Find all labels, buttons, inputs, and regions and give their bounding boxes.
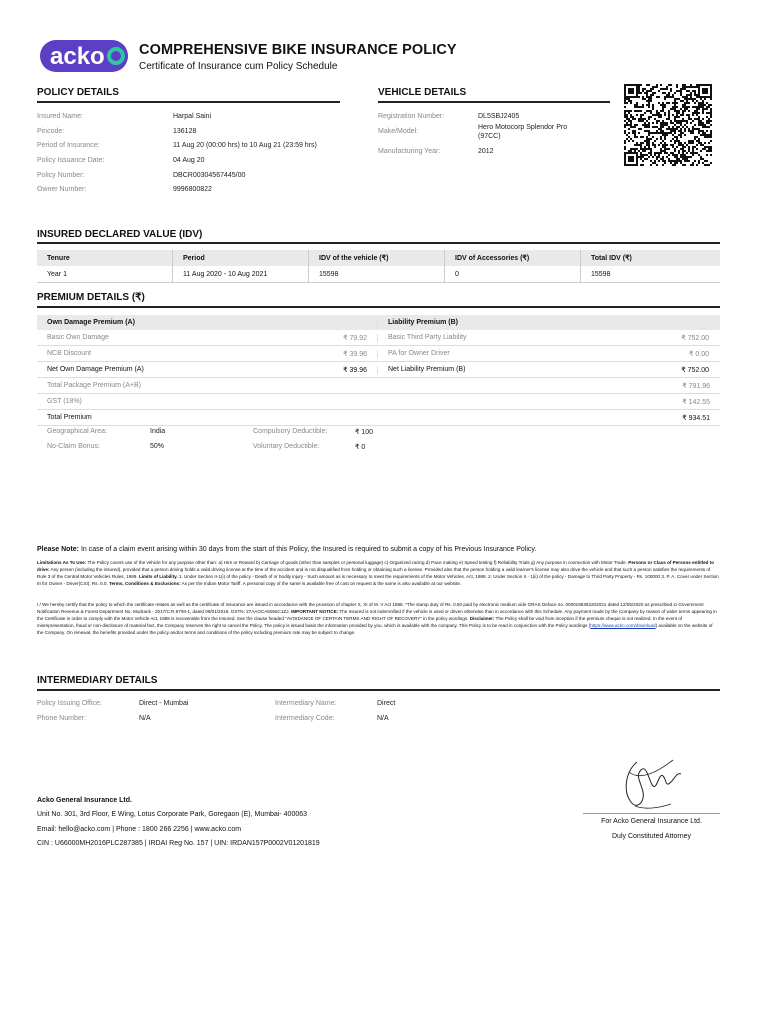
policy-detail-label: Policy Number: xyxy=(37,172,85,179)
voluntary-deductible-label: Voluntary Deductible: xyxy=(253,443,320,450)
policy-detail-label: Insured Name: xyxy=(37,113,83,120)
qr-code xyxy=(624,84,712,166)
pa-value: ₹ 0.00 xyxy=(688,350,709,358)
policy-details-rule xyxy=(37,101,340,103)
intermediary-code-value: N/A xyxy=(377,715,389,722)
make-model-value-line2: (97CC) xyxy=(478,133,501,140)
tp-label: Basic Third Party Liability xyxy=(388,333,467,341)
idv-col-total: Total IDV (₹) xyxy=(581,250,721,266)
table-row xyxy=(37,330,720,346)
disclaimer-text-end: ) available on the website of the Company. On renewal, the benefits provided under the policy and/or terms and conditions of the policy including premium rate may be subject to change. xyxy=(37,622,713,635)
net-liability-label: Net Liability Premium (B) xyxy=(388,365,466,373)
please-note xyxy=(37,545,720,554)
policy-detail-label: Period of Insurance: xyxy=(37,142,100,149)
compulsory-deductible-value: ₹ 100 xyxy=(355,429,374,436)
total-premium-label: Total Premium xyxy=(47,413,92,421)
footer-address: Unit No. 301, 3rd Floor, E Wing, Lotus Corporate Park, Goregaon (E), Mumbai- 400063 xyxy=(37,811,308,818)
voluntary-deductible-value: ₹ 0 xyxy=(355,444,366,451)
registration-value: DL5SBJ2405 xyxy=(478,113,520,120)
manufacturing-year-label: Manufacturing Year: xyxy=(378,148,441,155)
persons-heading: Persons or Class of Persons entitled to drive: xyxy=(37,560,715,572)
intermediary-name-label: Intermediary Name: xyxy=(275,700,337,707)
basic-od-value: ₹ 79.92 xyxy=(343,334,367,342)
footer-company: Acko General Insurance Ltd. xyxy=(37,797,132,804)
idv-col-accessories: IDV of Accessories (₹) xyxy=(445,250,581,266)
intermediary-name-value: Direct xyxy=(377,700,396,707)
total-premium-value: ₹ 934.51 xyxy=(682,414,710,422)
idv-cell-total: 15598 xyxy=(581,266,721,283)
gst-label: GST (18%) xyxy=(47,397,82,405)
idv-heading: INSURED DECLARED VALUE (IDV) xyxy=(37,229,203,240)
policy-detail-value: 11 Aug 20 (00:00 hrs) to 10 Aug 21 (23:59 hrs) xyxy=(173,142,317,149)
limitations-paragraph xyxy=(37,560,720,588)
certification-paragraph xyxy=(37,602,720,636)
document-subtitle: Certificate of Insurance cum Policy Schedule xyxy=(139,61,338,72)
intermediary-rule xyxy=(37,689,720,691)
liability-limits-text: 1. Under Section II-1(i) of the policy - Death of or bodily injury - Such amount as is necessary to meet the requirements of the Motor Vehicles. Act, 1988. 2. Under Section II - 1(ii) of the policy - Damage to Third Party Property - Rs. 100000 3. P. A. Cover under Section III for Owner - Driver(CSI): Rs. 0.0. xyxy=(37,573,719,586)
idv-col-period: Period xyxy=(173,250,309,266)
table-row xyxy=(37,266,720,283)
liability-header: Liability Premium (B) xyxy=(388,319,459,326)
table-row xyxy=(37,410,720,426)
policy-detail-label: Policy Issuance Date: xyxy=(37,157,105,164)
vehicle-details-rule xyxy=(378,101,610,103)
basic-od-label: Basic Own Damage xyxy=(47,333,109,341)
disclaimer-text: The Policy shall be void from inception if the premium cheque is not realized. In the event of misrepresentation, fraud or non-disclosure of material fact, the Company reserves the right to cancel the Policy. The policy is issued basis the information provided by you, which is available with the company. This Policy is to be read in conjunction with the Policy wordings ( xyxy=(37,615,683,628)
table-row xyxy=(37,346,720,362)
signatory-title: Duly Constituted Attorney xyxy=(612,833,691,840)
document-title: COMPREHENSIVE BIKE INSURANCE POLICY xyxy=(139,42,457,58)
total-package-value: ₹ 791.96 xyxy=(682,382,710,390)
terms-heading: Terms, Conditions & Exclusions: xyxy=(108,580,181,586)
footer-contact: Email: hello@acko.com | Phone : 1800 266 2256 | www.acko.com xyxy=(37,826,242,833)
limitations-heading: Limitations As To Use: xyxy=(37,560,87,565)
gst-value: ₹ 142.55 xyxy=(682,398,710,406)
liability-limits-heading: Limits of Liability. xyxy=(138,573,178,579)
vehicle-details-heading: VEHICLE DETAILS xyxy=(378,87,467,98)
table-row xyxy=(37,362,720,378)
table-row xyxy=(37,378,720,394)
intermediary-code-label: Intermediary Code: xyxy=(275,715,335,722)
signatory-company: For Acko General Insurance Ltd. xyxy=(601,818,702,825)
issuing-office-value: Direct - Mumbai xyxy=(139,700,189,707)
premium-rule xyxy=(37,306,720,308)
net-od-value: ₹ 39.96 xyxy=(343,366,367,374)
policy-detail-value: DBCR00304567445/00 xyxy=(173,172,246,179)
idv-rule xyxy=(37,242,720,244)
certification-text: I / We hereby certify that the policy to which the certificate relates as well as the certificate of insurance are issued in accordance with the provision of chapter X, XI of M. V Act 1988. *The stamp duty of Rs. 0.50 paid by electronic medium vide GRAS Deface no. 0000196362202021 dated 12/05/2020 as prescribed in Government Notification Revenue & Forest Department No. Mudrank - 2017/C.R.97/M-1, dated 09/01/2018. GSTN: 27AAOCA6055C1ZJ. xyxy=(37,602,704,614)
issuing-office-label: Policy Issuing Office: xyxy=(37,700,102,707)
policy-detail-label: Owner Number: xyxy=(37,186,87,193)
footer-identifiers: CIN : U66000MH2016PLC287385 | IRDAI Reg No. 157 | UIN: IRDAN157P0002V01201819 xyxy=(37,840,320,847)
geo-area-value: India xyxy=(150,428,166,435)
signature-line xyxy=(583,813,720,814)
important-notice-text: The Insured is not indemnified if the vehicle is used or driven otherwise than in accordance with this Schedule. Any payment made by the Company by reason of wider terms appearing in the Certificate in order to comply with the Motor Vehicle Act, 1988 is recoverable from the Insured. See the clause headed "AVOIDANCE OF CERTAIN TERMS AND RIGHT OF RECOVERY" in the policy wordings. xyxy=(37,608,717,621)
premium-header-row xyxy=(37,315,720,330)
limitations-text: The Policy covers use of the vehicle for any purpose other than: a) Hire or Reward b) Carriage of goods (other than samples or personal luggage) c) Organized racing d) Pace making e) Speed testing f) Reliability Trials g) Any purpose in connection with Motor Trade. xyxy=(86,560,629,565)
logo-text: acko xyxy=(50,43,105,70)
terms-text: As per the Indian Motor Tariff. A personal copy of the same is available free of cost on request & the same is also available at our website. xyxy=(180,580,462,586)
phone-number-value: N/A xyxy=(139,715,151,722)
idv-table xyxy=(37,250,720,283)
policy-detail-label: Pincode: xyxy=(37,128,65,135)
policy-detail-value: 136128 xyxy=(173,128,197,135)
please-note-text: In case of a claim event arising within 30 days from the start of this Policy, the Insured is required to submit a copy of his Previous Insurance Policy. xyxy=(79,546,537,553)
intermediary-heading: INTERMEDIARY DETAILS xyxy=(37,675,158,686)
tp-value: ₹ 752.00 xyxy=(681,334,709,342)
acko-logo xyxy=(40,40,128,72)
please-note-label: Please Note: xyxy=(37,546,80,553)
geo-area-label: Geographical Area: xyxy=(47,428,107,435)
premium-table xyxy=(37,315,720,426)
idv-col-tenure: Tenure xyxy=(37,250,173,266)
policy-detail-value: Harpal Saini xyxy=(173,113,212,120)
phone-number-label: Phone Number: xyxy=(37,715,87,722)
important-notice-heading: IMPORTANT NOTICE: xyxy=(291,608,339,614)
own-damage-header: Own Damage Premium (A) xyxy=(47,319,135,326)
net-od-label: Net Own Damage Premium (A) xyxy=(47,365,144,373)
table-row xyxy=(37,394,720,410)
registration-label: Registration Number: xyxy=(378,113,445,120)
make-model-value-line1: Hero Motocorp Splendor Pro xyxy=(478,124,568,131)
disclaimer-heading: Disclaimer: xyxy=(469,615,495,621)
policy-details-heading: POLICY DETAILS xyxy=(37,87,119,98)
total-package-label: Total Package Premium (A+B) xyxy=(47,381,141,389)
idv-cell-vehicle: 15598 xyxy=(309,266,445,283)
policy-wordings-link[interactable]: https://www.acko.com/download xyxy=(590,622,656,628)
make-model-label: Make/Model: xyxy=(378,128,419,135)
premium-heading: PREMIUM DETAILS (₹) xyxy=(37,292,145,303)
manufacturing-year-value: 2012 xyxy=(478,148,494,155)
idv-cell-period: 11 Aug 2020 - 10 Aug 2021 xyxy=(173,266,309,283)
signature-image xyxy=(615,752,695,816)
ncb-bonus-label: No-Claim Bonus: xyxy=(47,443,100,450)
pa-label: PA for Owner Driver xyxy=(388,349,450,357)
net-liability-value: ₹ 752.00 xyxy=(681,366,709,374)
compulsory-deductible-label: Compulsory Deductible: xyxy=(253,428,328,435)
policy-detail-value: 04 Aug 20 xyxy=(173,157,205,164)
persons-text: Any person (including the insured), provided that a person driving holds a valid driving license at the time of the accident and is not disqualified from holding or obtaining such a license. Provided also that the person holding a valid learner's license may also drive the vehicle and that such a person satisfies the requirements of Rule 3 of the Central Motor Vehicles Rules, 1989. xyxy=(37,566,711,579)
policy-detail-value: 9996800822 xyxy=(173,186,212,193)
idv-cell-accessories: 0 xyxy=(445,266,581,283)
ncb-value: ₹ 39.96 xyxy=(343,350,367,358)
idv-cell-tenure: Year 1 xyxy=(37,266,173,283)
ncb-label: NCB Discount xyxy=(47,349,91,357)
ncb-bonus-value: 50% xyxy=(150,443,165,450)
idv-col-vehicle: IDV of the vehicle (₹) xyxy=(309,250,445,266)
